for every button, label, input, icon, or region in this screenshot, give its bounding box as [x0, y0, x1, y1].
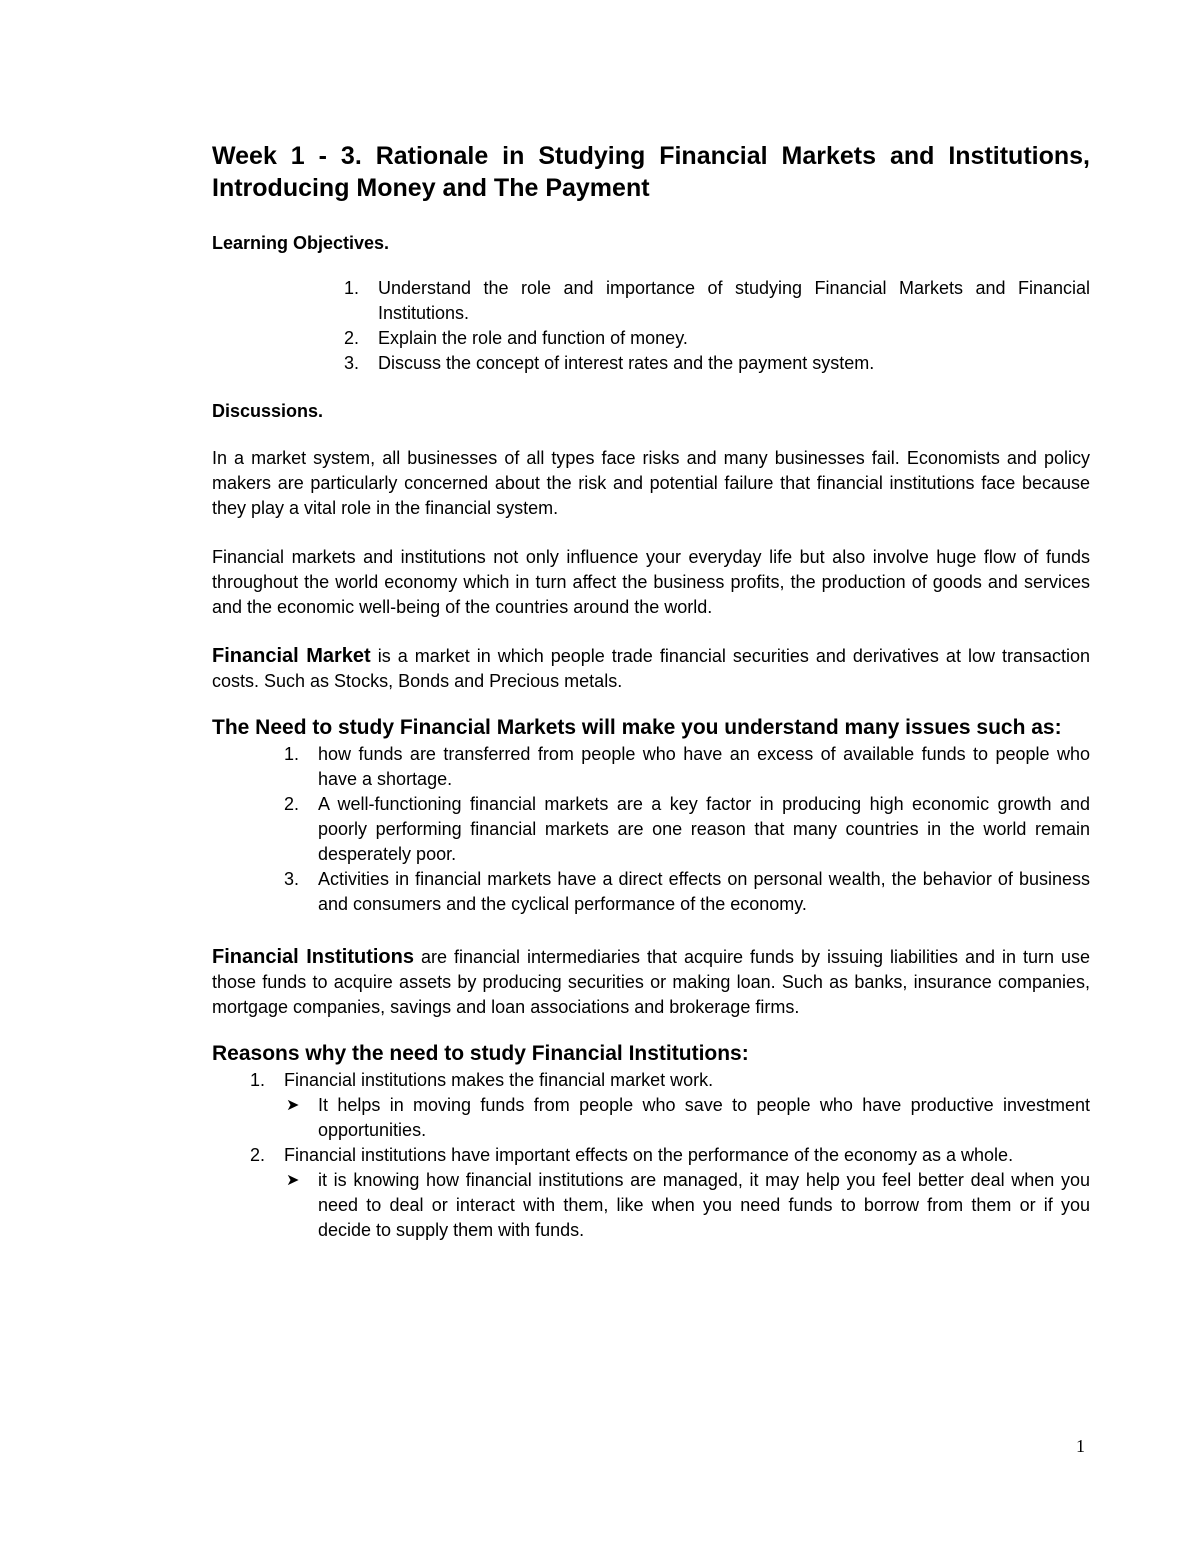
need-markets-list	[212, 742, 1090, 917]
sub-list	[284, 1093, 1090, 1143]
list-item-text: Understand the role and importance of studying Financial Markets and Financial Institutions.	[378, 278, 1090, 323]
list-item-text: Discuss the concept of interest rates and the payment system.	[378, 353, 875, 373]
financial-institutions-definition	[212, 945, 1090, 1020]
sub-list-item-text: it is knowing how financial institutions are managed, it may help you feel better deal when you need to deal or interact with them, like when you need funds to borrow from them or if you decide to supply them with funds.	[318, 1170, 1090, 1240]
list-number: 1.	[250, 1070, 266, 1090]
financial-market-text: is a market in which people trade financial securities and derivatives at low transaction costs. Such as Stocks, Bonds and Precious metals.	[212, 646, 1090, 691]
sub-list-item	[284, 1168, 1090, 1243]
list-number: 3.	[284, 869, 300, 889]
list-number: 2.	[284, 794, 300, 814]
list-item-text: Activities in financial markets have a direct effects on personal wealth, the behavior of business and consumers and the cyclical performance of the economy.	[318, 869, 1090, 914]
reasons-institutions-list	[212, 1068, 1090, 1243]
discussions-heading: Discussions.	[212, 401, 324, 421]
discussion-paragraph-2: Financial markets and institutions not only influence your everyday life but also involve huge flow of funds throughout the world economy which in turn affect the business profits, the production of goods and services and the economic well-being of the countries around the world.	[212, 547, 1090, 617]
list-number: 2.	[250, 1145, 266, 1165]
list-number: 1.	[344, 278, 360, 298]
list-item	[212, 792, 1090, 867]
list-item	[212, 867, 1090, 917]
learning-objectives-heading: Learning Objectives.	[212, 233, 390, 253]
need-markets-heading: The Need to study Financial Markets will make you understand many issues such as:	[212, 716, 1062, 739]
list-item	[212, 742, 1090, 792]
list-item-text: Financial institutions makes the financial market work.	[284, 1070, 714, 1090]
list-item	[212, 351, 1090, 376]
discussion-paragraph-1: In a market system, all businesses of all types face risks and many businesses fail. Economists and policy makers are particularly concerned about the risk and potential failure that financial institutions face because they play a vital role in the financial system.	[212, 448, 1090, 518]
list-number: 2.	[344, 328, 360, 348]
list-number: 3.	[344, 353, 360, 373]
sub-list	[284, 1168, 1090, 1243]
financial-institutions-text: are financial intermediaries that acquire funds by issuing liabilities and in turn use those funds to acquire assets by producing securities or making loan. Such as banks, insurance companies, mortgage companies, savings and loan associations and brokerage firms.	[212, 947, 1090, 1017]
list-item-text: Financial institutions have important effects on the performance of the economy as a whole.	[284, 1145, 1014, 1165]
sub-list-item-text: It helps in moving funds from people who save to people who have productive investment opportunities.	[318, 1095, 1090, 1140]
document-page	[212, 140, 1090, 1243]
financial-market-term: Financial Market	[212, 645, 371, 667]
page-number: 1	[1076, 1436, 1085, 1456]
list-item	[212, 276, 1090, 326]
reasons-institutions-heading: Reasons why the need to study Financial Institutions:	[212, 1042, 749, 1065]
arrow-bullet-icon: ➤	[286, 1172, 300, 1189]
list-number: 1.	[284, 744, 300, 764]
page-title: Week 1 - 3. Rationale in Studying Financial Markets and Institutions, Introducing Money and The Payment	[212, 142, 1090, 202]
financial-market-definition	[212, 644, 1090, 694]
list-item-text: Explain the role and function of money.	[378, 328, 688, 348]
arrow-bullet-icon: ➤	[286, 1097, 300, 1114]
list-item-text: A well-functioning financial markets are a key factor in producing high economic growth and poorly performing financial markets are one reason that many countries in the world remain desperately poor.	[318, 794, 1090, 864]
financial-institutions-term: Financial Institutions	[212, 946, 414, 968]
list-item	[212, 326, 1090, 351]
learning-objectives-list	[212, 276, 1090, 376]
list-item-text: how funds are transferred from people who have an excess of available funds to people who have a shortage.	[318, 744, 1090, 789]
sub-list-item	[284, 1093, 1090, 1143]
list-item	[212, 1143, 1090, 1243]
list-item	[212, 1068, 1090, 1143]
